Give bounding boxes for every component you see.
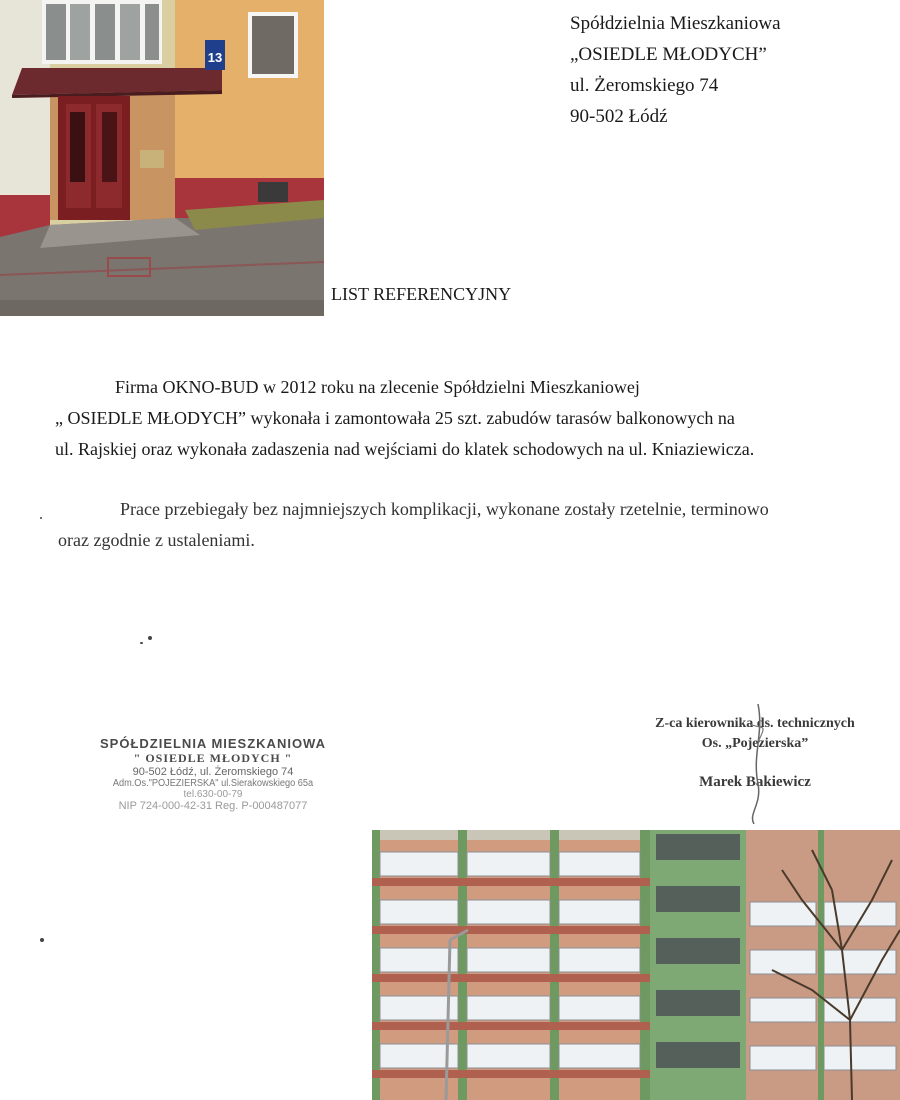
paragraph-1 bbox=[55, 372, 885, 465]
paragraph-2 bbox=[58, 494, 888, 556]
scan-speck bbox=[148, 636, 152, 640]
scan-speck bbox=[140, 642, 143, 644]
paragraph-line: Firma OKNO-BUD w 2012 roku na zlecenie Spółdzielni Mieszkaniowej bbox=[115, 377, 640, 397]
stamp-line: NIP 724-000-42-31 Reg. P-000487077 bbox=[118, 800, 308, 812]
scan-speck bbox=[40, 517, 42, 519]
paragraph-line: oraz zgodnie z ustaleniami. bbox=[58, 530, 255, 550]
organization-stamp bbox=[88, 736, 338, 812]
paragraph-line: ul. Rajskiej oraz wykonała zadaszenia nad wejściami do klatek schodowych na ul. Kniaziewicza. bbox=[55, 439, 755, 459]
address-block bbox=[570, 8, 781, 132]
signature-scribble bbox=[728, 694, 788, 824]
address-line: Spółdzielnia Mieszkaniowa bbox=[570, 13, 781, 34]
address-line: 90-502 Łódź bbox=[570, 106, 668, 127]
scan-speck bbox=[40, 938, 44, 942]
signature-office: Os. „Pojezierska” bbox=[701, 736, 809, 751]
stamp-line: SPÓŁDZIELNIA MIESZKANIOWA bbox=[99, 736, 327, 751]
house-number: 13 bbox=[207, 50, 223, 65]
document-title: LIST REFERENCYJNY bbox=[331, 284, 512, 304]
signature-role: Z-ca kierownika ds. technicznych bbox=[655, 716, 855, 731]
stamp-line: Adm.Os."POJEZIERSKA" ul.Sierakowskiego 65a bbox=[112, 778, 314, 789]
apartment-building-photo bbox=[372, 830, 900, 1100]
entrance-photo-image bbox=[0, 0, 324, 316]
entrance-photo bbox=[0, 0, 324, 316]
address-line: „OSIEDLE MŁODYCH” bbox=[570, 44, 767, 65]
apartment-building-image bbox=[372, 830, 900, 1100]
stamp-line: tel.630-00-79 bbox=[183, 789, 243, 800]
stamp-line: 90-502 Łódź, ul. Żeromskiego 74 bbox=[132, 766, 294, 778]
address-line: ul. Żeromskiego 74 bbox=[570, 75, 719, 96]
stamp-line: " OSIEDLE MŁODYCH " bbox=[133, 751, 293, 765]
signature-block bbox=[630, 714, 880, 792]
paragraph-line: Prace przebiegały bez najmniejszych komplikacji, wykonane zostały rzetelnie, terminowo bbox=[120, 499, 769, 519]
signature-name: Marek Bakiewicz bbox=[699, 774, 811, 790]
paragraph-line: „ OSIEDLE MŁODYCH” wykonała i zamontowała 25 szt. zabudów tarasów balkonowych na bbox=[55, 408, 735, 428]
